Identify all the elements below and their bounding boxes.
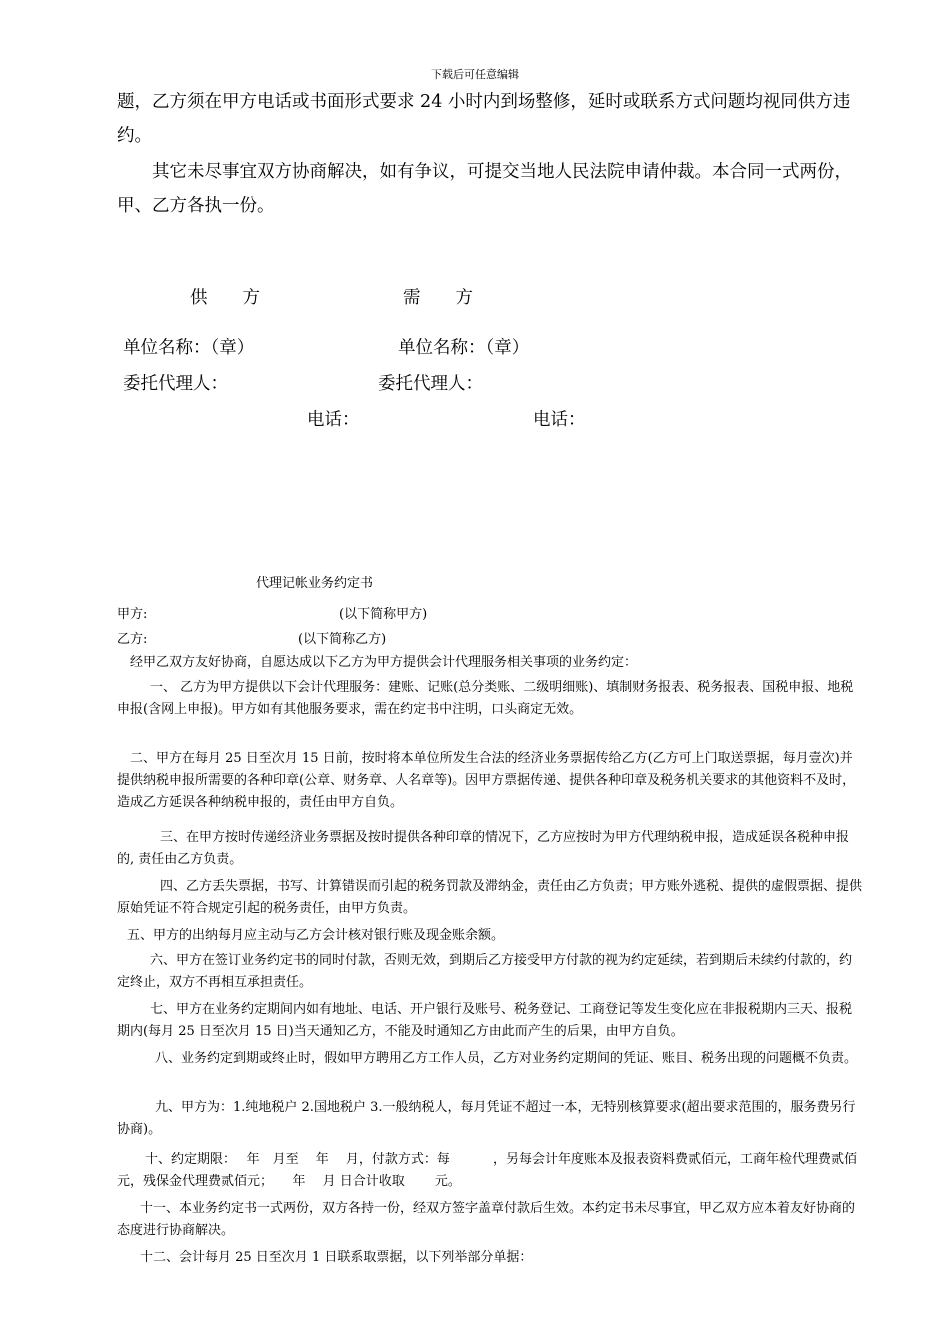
party-a-note: (以下简称甲方): [339, 607, 428, 622]
agreement-item-6: 六、甲方在签订业务约定书的同时付款，否则无效，到期后乙方接受甲方付款的视为约定延续，若到期后未续约付款的，约定终止，双方不再相互承担责任。: [117, 953, 853, 990]
page-header: 下载后可任意编辑: [431, 68, 519, 81]
party-b-note: (以下简称乙方): [298, 632, 387, 647]
buyer-unit-name: 单位名称：（章）: [398, 338, 530, 358]
agreement-item-11: 十一、本业务约定书一式两份，双方各持一份，经双方签字盖章付款后生效。本约定书未尽事宜，甲乙双方应本着友好协商的态度进行协商解决。: [117, 1201, 856, 1238]
buyer-phone: 电话：: [533, 410, 586, 430]
supplier-agent: 委托代理人：: [123, 374, 228, 394]
agreement-item-5: 五、甲方的出纳每月应主动与乙方会计核对银行账及现金账余额。: [127, 928, 505, 943]
contract-clause-continued: 题，乙方须在甲方电话或书面形式要求 24 小时内到场整修，延时或联系方式问题均视同供方违约。: [117, 92, 851, 146]
agreement-item-10: 十、约定期限： 年 月至 年 月，付款方式：每 ，另每会计年度账本及报表资料费贰佰元，工商年检代理费贰佰元，残保金代理费贰佰元； 年 月 日合计收取 元。: [117, 1152, 858, 1189]
agreement-item-1: 一、 乙方为甲方提供以下会计代理服务：建账、记账(总分类账、二级明细账)、填制财务报表、税务报表、国税申报、地税申报(含网上申报)。甲方如有其他服务要求，需在约定书中注明，口头商定无效。: [117, 680, 854, 717]
supplier-unit-name: 单位名称：（章）: [123, 338, 255, 358]
supplier-phone: 电话：: [307, 410, 360, 430]
agreement-intro: 经甲乙双方友好协商，自愿达成以下乙方为甲方提供会计代理服务相关事项的业务约定：: [130, 655, 638, 670]
agreement-item-12: 十二、会计每月 25 日至次月 1 日联系取票据，以下列举部分单据：: [140, 1250, 533, 1265]
agreement-item-9: 九、甲方为：1.纯地税户 2.国地税户 3.一般纳税人，每月凭证不超过一本，无特别核算要求(超出要求范围的，服务费另行协商)。: [117, 1100, 856, 1137]
contract-clause-dispute: 其它未尽事宜双方协商解决，如有争议，可提交当地人民法院申请仲裁。本合同一式两份，甲、乙方各执一份。: [117, 162, 852, 216]
agreement-item-2: 二、甲方在每月 25 日至次月 15 日前，按时将本单位所发生合法的经济业务票据传给乙方(乙方可上门取送票据，每月壹次)并提供纳税申报所需要的各种印章(公章、财务章、人名章等)。因甲方票据传递、提供各种印章及税务机关要求的其他资料不及时，造成乙方延误各种纳税申报的，责任由甲方自负。: [117, 751, 856, 810]
agreement-item-3: 三、在甲方按时传递经济业务票据及按时提供各种印章的情况下，乙方应按时为甲方代理纳税申报，造成延误各税种申报的, 责任由乙方负责。: [117, 830, 850, 867]
buyer-label: 需 方: [403, 288, 473, 308]
party-b-label: 乙方:: [117, 632, 148, 647]
agreement-title: 代理记帐业务约定书: [256, 576, 374, 591]
agreement-item-4: 四、乙方丢失票据，书写、计算错误而引起的税务罚款及滞纳金，责任由乙方负责；甲方账外逃税、提供的虚假票据、提供原始凭证不符合规定引起的税务责任，由甲方负责。: [117, 879, 863, 916]
agreement-item-8: 八、业务约定到期或终止时，假如甲方聘用乙方工作人员，乙方对业务约定期间的凭证、账目、税务出现的问题概不负责。: [155, 1051, 858, 1066]
agreement-item-7: 七、甲方在业务约定期间内如有地址、电话、开户银行及账号、税务登记、工商登记等发生变化应在非报税期内三天、报税期内(每月 25 日至次月 15 日)当天通知乙方，不能及时通知乙方由此而产生的后果，由甲方自负。: [117, 1002, 853, 1039]
supplier-label: 供 方: [190, 288, 260, 308]
party-a-label: 甲方:: [117, 607, 148, 622]
buyer-agent: 委托代理人：: [378, 374, 483, 394]
